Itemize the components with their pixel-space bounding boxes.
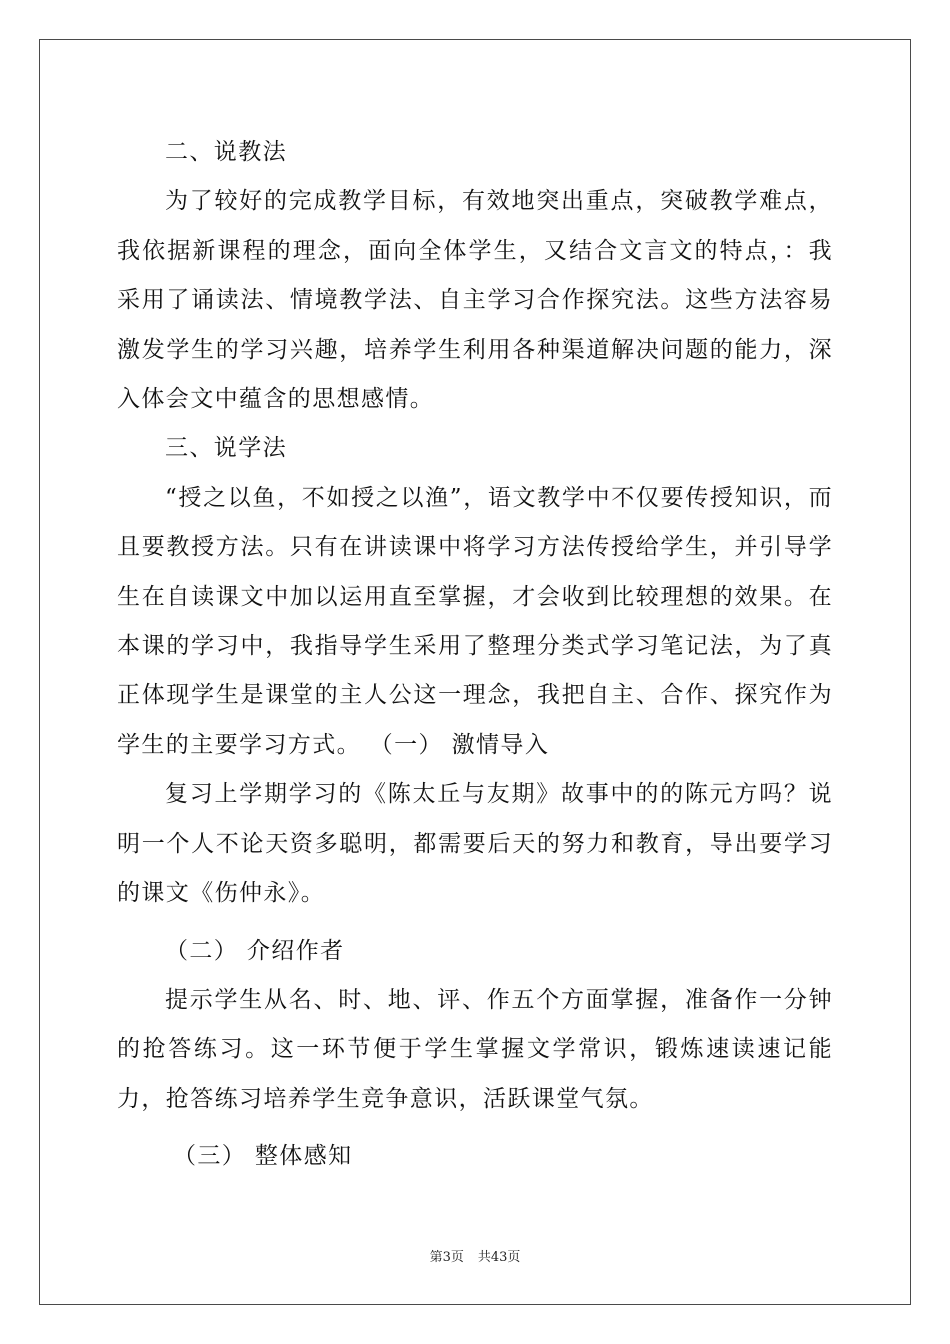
subheading-introduce-author: （二） 介绍作者 [165, 937, 345, 964]
page-footer [0, 1246, 950, 1265]
paragraph-teaching-methods: 为了较好的完成教学目标，有效地突出重点，突破教学难点，我依据新课程的理念，面向全体学生，又结合文言文的特点，：我采用了诵读法、情境教学法、自主学习合作探究法。这些方法容易激发学生的学习兴趣，培养学生利用各种渠道解决问题的能力，深入体会文中蕴含的思想感情。 [117, 188, 833, 413]
subheading-overall-perception: （三） 整体感知 [173, 1143, 353, 1170]
section-heading-learning-methods: 三、说学法 [165, 435, 287, 462]
paragraph-author-quiz: 提示学生从名、时、地、评、作五个方面掌握，准备作一分钟的抢答练习。这一环节便于学生掌握文学常识，锻炼速读速记能力，抢答练习培养学生竞争意识，活跃课堂气氛。 [117, 986, 833, 1112]
paragraph-learning-methods: “授之以鱼，不如授之以渔”，语文教学中不仅要传授知识，而且要教授方法。只有在讲读课中将学习方法传授给学生，并引导学生在自读课文中加以运用直至掌握，才会收到比较理想的效果。在本课的学习中，我指导学生采用了整理分类式学习笔记法，为了真正体现学生是课堂的主人公这一理念，我把自主、合作、探究作为学生的主要学习方式。 （一） 激情导入 [117, 484, 833, 758]
page-total: 共43页 [477, 1250, 521, 1265]
document-body [117, 128, 833, 1182]
paragraph-review-intro: 复习上学期学习的《陈太丘与友期》故事中的的陈元方吗？说明一个人不论天资多聪明，都需要后天的努力和教育，导出要学习的课文《伤仲永》。 [117, 781, 833, 907]
page-number: 第3页 [429, 1250, 464, 1265]
section-heading-teaching-methods: 二、说教法 [165, 139, 287, 165]
